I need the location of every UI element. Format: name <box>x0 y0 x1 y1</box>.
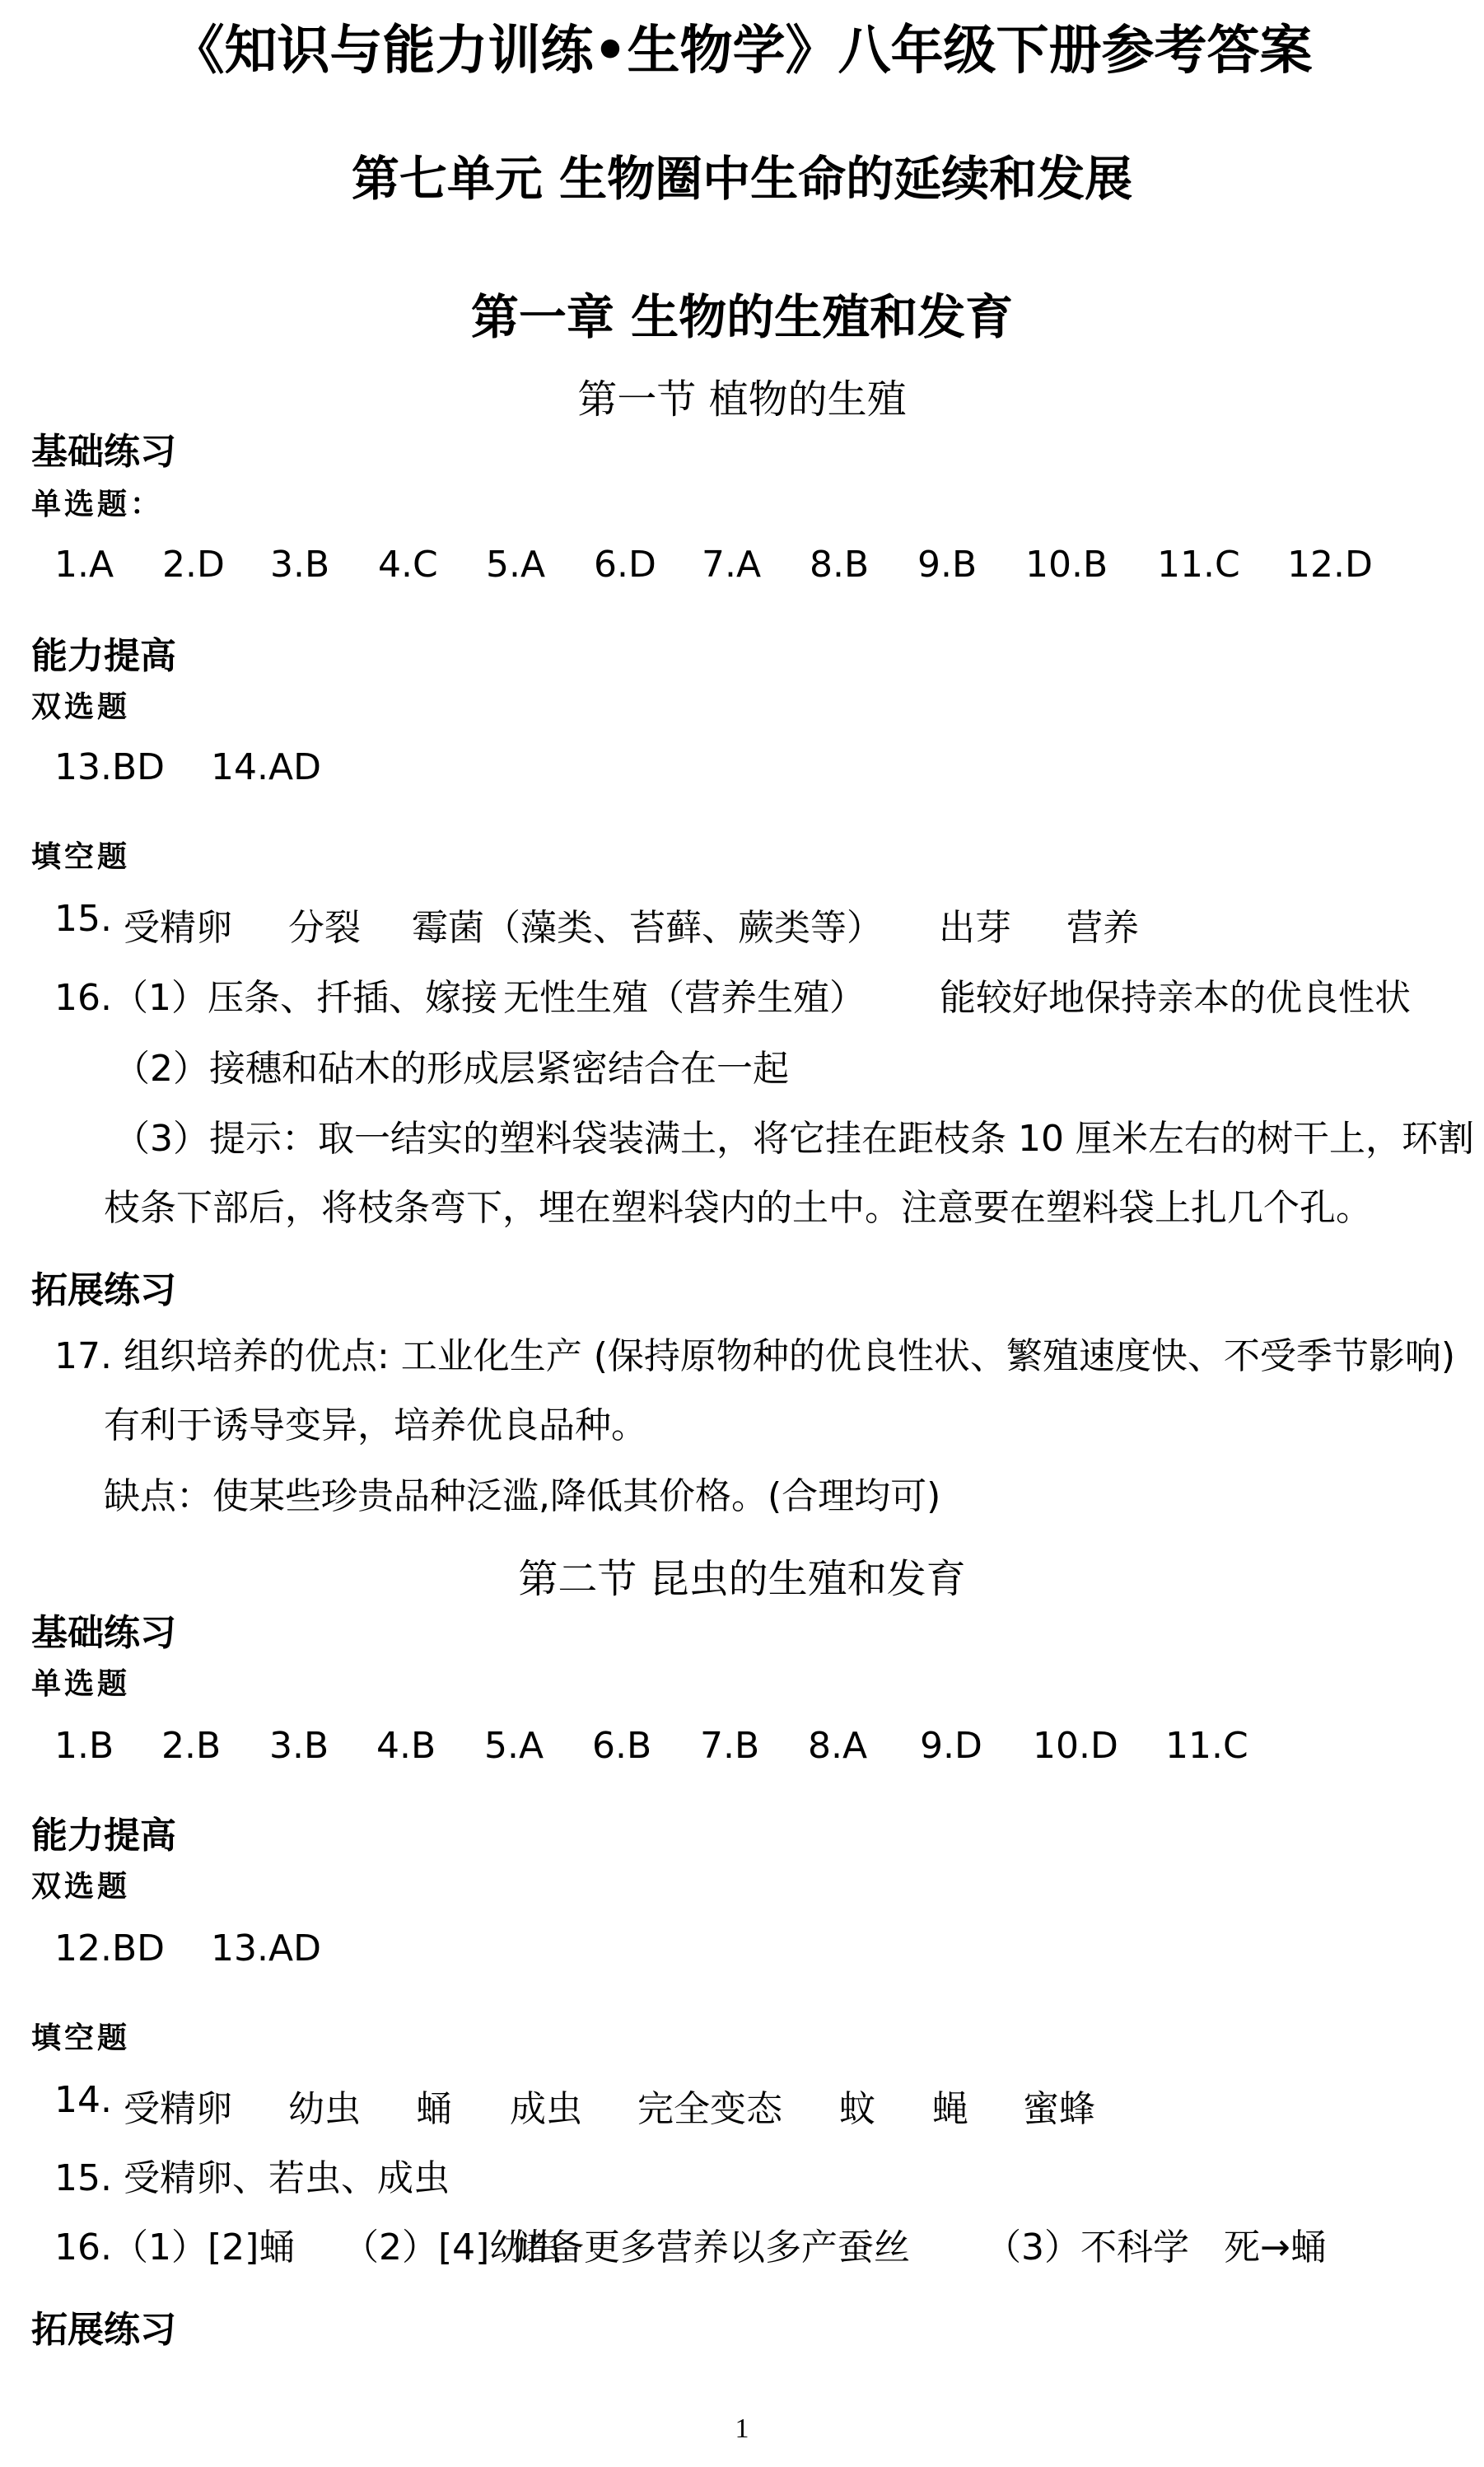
answer: 无性生殖（营养生殖） <box>503 977 866 1019</box>
s2-ability-heading: 能力提高 <box>31 1815 176 1857</box>
s1-q17a: 17. 组织培养的优点: 工业化生产 (保持原物种的优良性状、繁殖速度快、不受季节影响) <box>54 1335 1456 1377</box>
answer: 1.B <box>54 1725 114 1767</box>
document-title: 《知识与能力训练•生物学》八年级下册参考答案 <box>171 21 1313 82</box>
answer: 分裂 <box>288 907 361 949</box>
answer: 成虫 <box>510 2088 582 2130</box>
answer: 霉菌（藻类、苔藓、蕨类等） <box>412 907 883 949</box>
page-number: 1 <box>735 2413 749 2444</box>
answer: 死→蛹 <box>1224 2226 1327 2268</box>
answer: 13.AD <box>211 1927 321 1969</box>
s1-q16-3b: 枝条下部后，将枝条弯下，埋在塑料袋内的土中。注意要在塑料袋上扎几个孔。 <box>104 1187 1372 1229</box>
answer: 营养 <box>1066 907 1139 949</box>
answer: 6.B <box>592 1725 652 1767</box>
answer: 2.D <box>162 544 225 586</box>
answer: 蚊 <box>839 2088 875 2130</box>
s1-single-answers <box>54 544 1373 586</box>
s2-double-answers <box>54 1927 321 1969</box>
q-number: 14. <box>54 2079 112 2121</box>
s2-q15: 15. 受精卵、若虫、成虫 <box>54 2157 450 2199</box>
answer: 5.A <box>484 1725 544 1767</box>
s2-single-answers <box>54 1725 1248 1767</box>
answer: 9.D <box>920 1725 982 1767</box>
answer: 受精卵 <box>124 2088 232 2130</box>
answer: 10.B <box>1025 544 1108 586</box>
answer: 幼虫 <box>288 2088 361 2130</box>
answer: 4.B <box>376 1725 436 1767</box>
answer: 12.BD <box>54 1927 166 1969</box>
s1-q16-3a: （3）提示：取一结实的塑料袋装满土，将它挂在距枝条 10 厘米左右的树干上，环割 <box>114 1118 1474 1160</box>
answer: 11.C <box>1165 1725 1248 1767</box>
s2-basic-heading: 基础练习 <box>31 1612 176 1654</box>
chapter-heading: 第一章 生物的生殖和发育 <box>470 289 1014 345</box>
answer: 8.A <box>808 1725 868 1767</box>
answer: 1.A <box>54 544 114 586</box>
answer: 能较好地保持亲本的优良性状 <box>940 977 1411 1019</box>
answer: 2.B <box>161 1725 222 1767</box>
s1-q17b: 有利于诱导变异，培养优良品种。 <box>104 1404 647 1446</box>
answer: 蝇 <box>932 2088 968 2130</box>
answer: 3.B <box>269 1725 329 1767</box>
answer: 12.D <box>1287 544 1373 586</box>
answer: 9.B <box>917 544 978 586</box>
s1-double-answers <box>54 746 321 788</box>
answer: 14.AD <box>211 746 321 788</box>
answer: 10.D <box>1033 1725 1118 1767</box>
answer: 7.A <box>702 544 762 586</box>
unit-heading: 第七单元 生物圈中生命的延续和发展 <box>351 151 1133 207</box>
s2-single-label: 单选题 <box>31 1666 131 1701</box>
s1-q16-2: （2）接穗和砧木的形成层紧密结合在一起 <box>114 1048 789 1090</box>
answer: 蛹 <box>416 2088 452 2130</box>
answer: 16.（1）压条、扦插、嫁接 <box>54 977 497 1019</box>
answer: 完全变态 <box>637 2088 782 2130</box>
s2-q14 <box>54 2079 1095 2132</box>
s2-q16 <box>54 2217 1327 2270</box>
answer: 3.B <box>270 544 330 586</box>
s1-extension-heading: 拓展练习 <box>31 1269 176 1311</box>
answer: 出芽 <box>939 907 1011 949</box>
s1-q17c: 缺点：使某些珍贵品种泛滥,降低其价格。(合理均可) <box>104 1475 941 1517</box>
s1-fill-label: 填空题 <box>31 839 131 874</box>
q-number: 15. <box>54 898 112 940</box>
s1-basic-heading: 基础练习 <box>31 431 176 473</box>
s1-q16-1 <box>54 968 1411 1021</box>
s1-double-label: 双选题 <box>31 689 131 724</box>
answer: 储备更多营养以多产蚕丝 <box>511 2226 910 2268</box>
section1-heading: 第一节 植物的生殖 <box>577 376 907 423</box>
answer: 13.BD <box>54 746 166 788</box>
answer: 4.C <box>378 544 438 586</box>
answer: （2）[4]幼虫 <box>343 2226 562 2268</box>
s2-double-label: 双选题 <box>31 1869 131 1904</box>
answer: （3）不科学 <box>985 2226 1189 2268</box>
answer: 5.A <box>486 544 546 586</box>
answer: 蜜蜂 <box>1023 2088 1095 2130</box>
s2-extension-heading: 拓展练习 <box>31 2309 176 2351</box>
answer: 受精卵 <box>124 907 232 949</box>
answer: 16.（1）[2]蛹 <box>54 2226 296 2268</box>
s1-q15 <box>54 898 1139 951</box>
answer: 7.B <box>700 1725 760 1767</box>
s2-fill-label: 填空题 <box>31 2021 131 2055</box>
answer: 6.D <box>594 544 656 586</box>
section2-heading: 第二节 昆虫的生殖和发育 <box>518 1556 966 1602</box>
answer: 8.B <box>810 544 870 586</box>
answer: 11.C <box>1157 544 1240 586</box>
s1-single-label: 单选题： <box>31 487 164 521</box>
s1-ability-heading: 能力提高 <box>31 635 176 677</box>
